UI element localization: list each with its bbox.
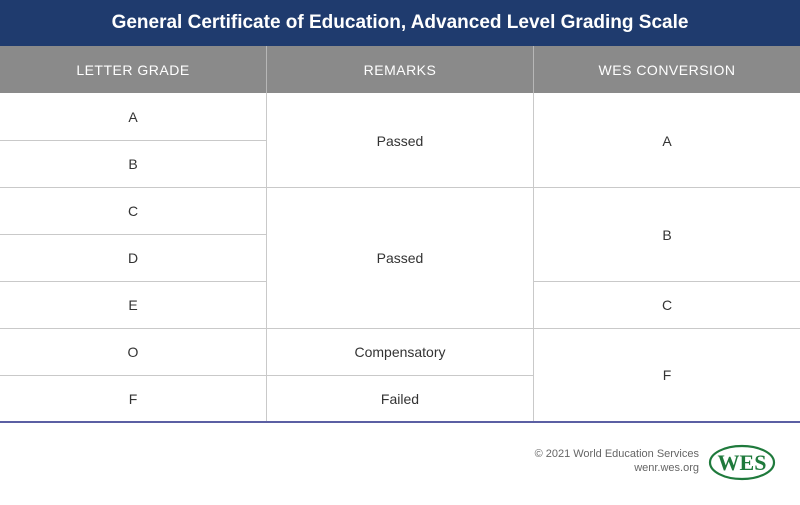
row-divider <box>0 281 266 282</box>
wes-conversion-cell: A <box>662 132 672 149</box>
row-divider <box>534 281 800 282</box>
wes-conversion-cell: C <box>661 297 673 313</box>
remarks-cell: Failed <box>380 390 420 407</box>
grade-cell: E <box>128 297 138 313</box>
grade-cell: O <box>127 344 139 360</box>
column-divider <box>266 93 267 421</box>
row-divider <box>534 328 800 329</box>
grade-cell: D <box>127 250 139 266</box>
row-divider <box>534 187 800 188</box>
row-divider <box>0 140 266 141</box>
wes-conversion-cell: B <box>662 226 672 243</box>
website-text: wenr.wes.org <box>634 462 699 474</box>
row-divider <box>0 328 266 329</box>
row-divider <box>0 187 266 188</box>
column-header-wes-conversion: WES CONVERSION <box>598 61 736 78</box>
copyright-text: © 2021 World Education Services <box>534 448 699 460</box>
column-divider <box>533 93 534 421</box>
grade-cell: A <box>128 109 138 125</box>
wes-logo <box>708 444 776 481</box>
column-header-remarks: REMARKS <box>363 61 437 78</box>
row-divider <box>0 375 266 376</box>
table-bottom-border <box>0 421 800 423</box>
grade-cell: C <box>127 203 139 219</box>
svg-text:WES: WES <box>717 450 767 475</box>
column-header-letter-grade: LETTER GRADE <box>76 61 190 78</box>
wes-conversion-cell: F <box>662 367 672 383</box>
remarks-cell: Passed <box>376 250 424 266</box>
remarks-cell: Passed <box>376 132 424 149</box>
remarks-cell: Compensatory <box>354 344 446 360</box>
table-header <box>0 46 800 93</box>
row-divider <box>267 187 533 188</box>
grade-cell: B <box>128 156 138 172</box>
row-divider <box>267 375 533 376</box>
grade-cell: F <box>128 390 138 407</box>
row-divider <box>0 234 266 235</box>
page-title: General Certificate of Education, Advanced Level Grading Scale <box>0 0 800 46</box>
row-divider <box>267 328 533 329</box>
